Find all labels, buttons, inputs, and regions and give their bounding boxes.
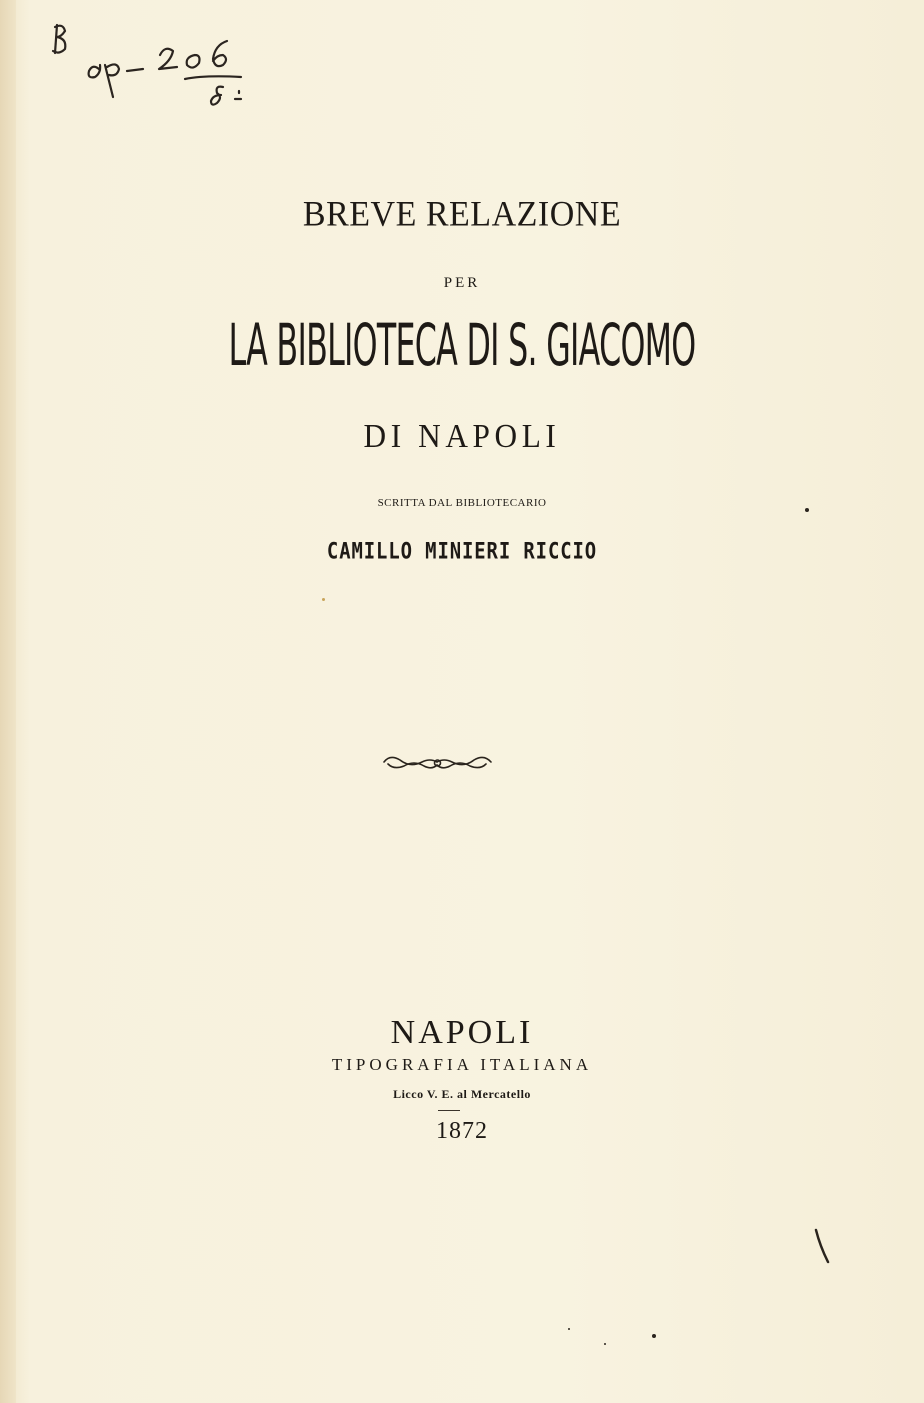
paper-speck [568, 1328, 570, 1330]
imprint-city: NAPOLI [390, 1014, 534, 1051]
title-line-breve-relazione: BREVE RELAZIONE [302, 195, 622, 234]
author-role-line: SCRITTA DAL BIBLIOTECARIO [377, 497, 547, 509]
paper-speck [652, 1334, 656, 1338]
imprint-rule [438, 1110, 460, 1111]
author-name: CAMILLO MINIERI RICCIO [326, 538, 598, 564]
paper-speck [322, 598, 325, 601]
decorative-ornament [380, 748, 495, 778]
handwritten-shelfmark [45, 15, 275, 125]
imprint-address: Licco V. E. al Mercatello [393, 1087, 531, 1101]
title-line-di-napoli: DI NAPOLI [363, 418, 561, 455]
paper-speck [604, 1343, 606, 1345]
imprint-year: 1872 [436, 1118, 488, 1144]
paper-mark [812, 1228, 832, 1268]
main-title: LA BIBLIOTECA DI S. GIACOMO [228, 312, 696, 380]
imprint-printer: TIPOGRAFIA ITALIANA [331, 1055, 593, 1074]
title-line-per: PER [443, 275, 481, 291]
paper-speck [805, 508, 809, 512]
